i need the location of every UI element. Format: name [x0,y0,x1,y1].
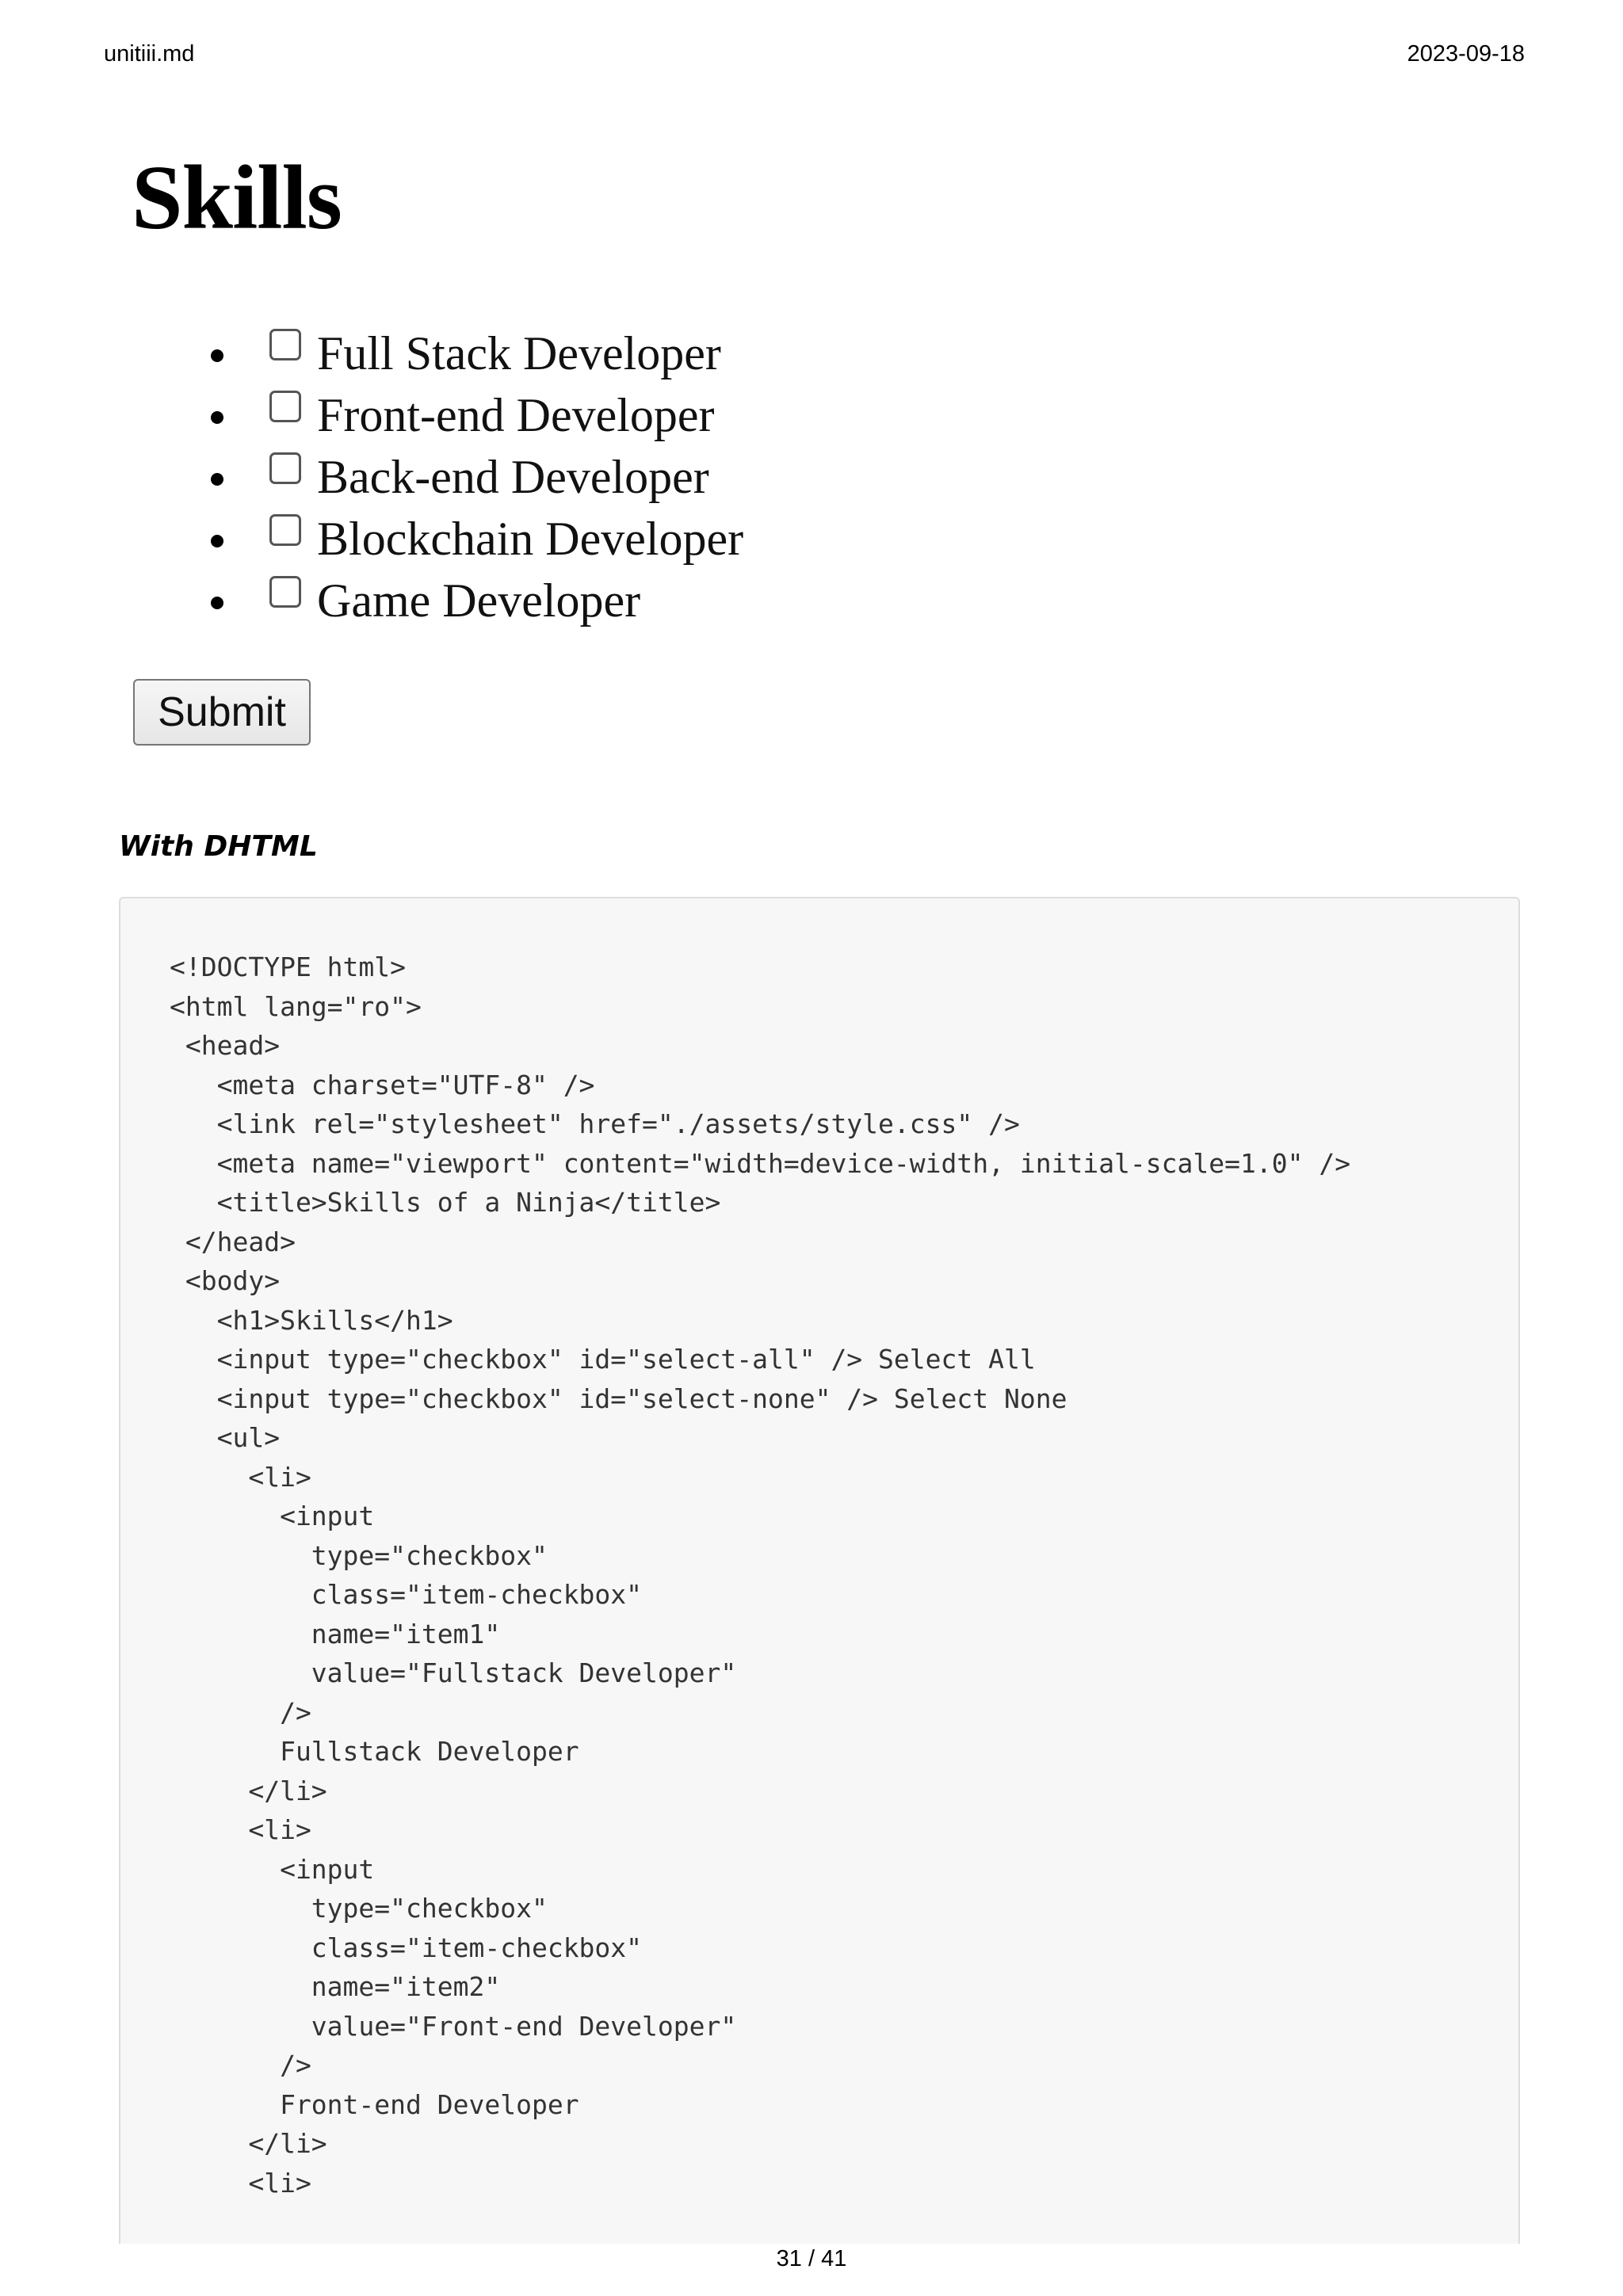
skill-label: Full Stack Developer [317,327,721,379]
code-line: <!DOCTYPE html> [170,952,407,982]
code-line: <input type="checkbox" id="select-all" /> Select All [170,1344,1036,1375]
bullet-icon [211,597,223,609]
code-line: <link rel="stylesheet" href="./assets/style.css" /> [170,1108,1020,1139]
code-line: Fullstack Developer [170,1736,579,1767]
code-line: <li> [170,2167,311,2199]
code-line: </head> [170,1226,296,1257]
code-line: <ul> [170,1422,281,1453]
code-line: <body> [170,1265,281,1296]
code-line: <input [170,1853,375,1885]
page-number: 31 / 41 [776,2246,847,2271]
bullet-icon [211,473,223,486]
code-line: value="Front-end Developer" [170,2010,737,2042]
skill-label: Front-end Developer [317,389,715,441]
rendered-form-screenshot [127,139,919,757]
code-line: <meta name="viewport" content="width=device-width, initial-scale=1.0" /> [170,1147,1351,1179]
code-line: <input type="checkbox" id="select-none" /> Select None [170,1383,1067,1414]
skill-label: Blockchain Developer [317,513,744,565]
skill-checkbox[interactable] [269,514,301,546]
code-line: </li> [170,1775,327,1806]
code-line: <html lang="ro"> [170,990,422,1022]
code-line: name="item1" [170,1618,501,1650]
code-line: </li> [170,2128,327,2159]
code-line: <meta charset="UTF-8" /> [170,1069,595,1100]
skills-heading: Skills [132,147,342,249]
bullet-icon [211,411,223,424]
code-line: /> [170,2050,311,2081]
code-line: name="item2" [170,1971,501,2002]
skill-label: Back-end Developer [317,451,709,503]
code-line: Front-end Developer [170,2088,579,2120]
skill-label: Game Developer [317,574,641,627]
code-line: type="checkbox" [170,1893,548,1924]
code-line: <li> [170,1814,311,1845]
skill-checkbox[interactable] [269,391,301,422]
bullet-icon [211,349,223,362]
skill-checkbox[interactable] [269,329,301,360]
code-line: /> [170,1696,311,1728]
section-heading: With DHTML [119,830,318,863]
skill-checkbox[interactable] [269,576,301,608]
document-filename: unitiii.md [104,41,195,67]
document-date: 2023-09-18 [1407,41,1525,67]
code-line: type="checkbox" [170,1539,548,1571]
skill-checkbox[interactable] [269,452,301,484]
code-line: value="Fullstack Developer" [170,1657,737,1688]
code-line: class="item-checkbox" [170,1579,643,1610]
submit-button[interactable]: Submit [133,679,311,746]
code-line: class="item-checkbox" [170,1932,643,1963]
code-line: <head> [170,1030,281,1061]
code-content [170,948,1350,2203]
bullet-icon [211,535,223,547]
code-line: <li> [170,1461,311,1493]
code-line: <title>Skills of a Ninja</title> [170,1187,721,1218]
code-line: <h1>Skills</h1> [170,1304,453,1336]
code-block [119,897,1520,2244]
code-line: <input [170,1501,375,1531]
